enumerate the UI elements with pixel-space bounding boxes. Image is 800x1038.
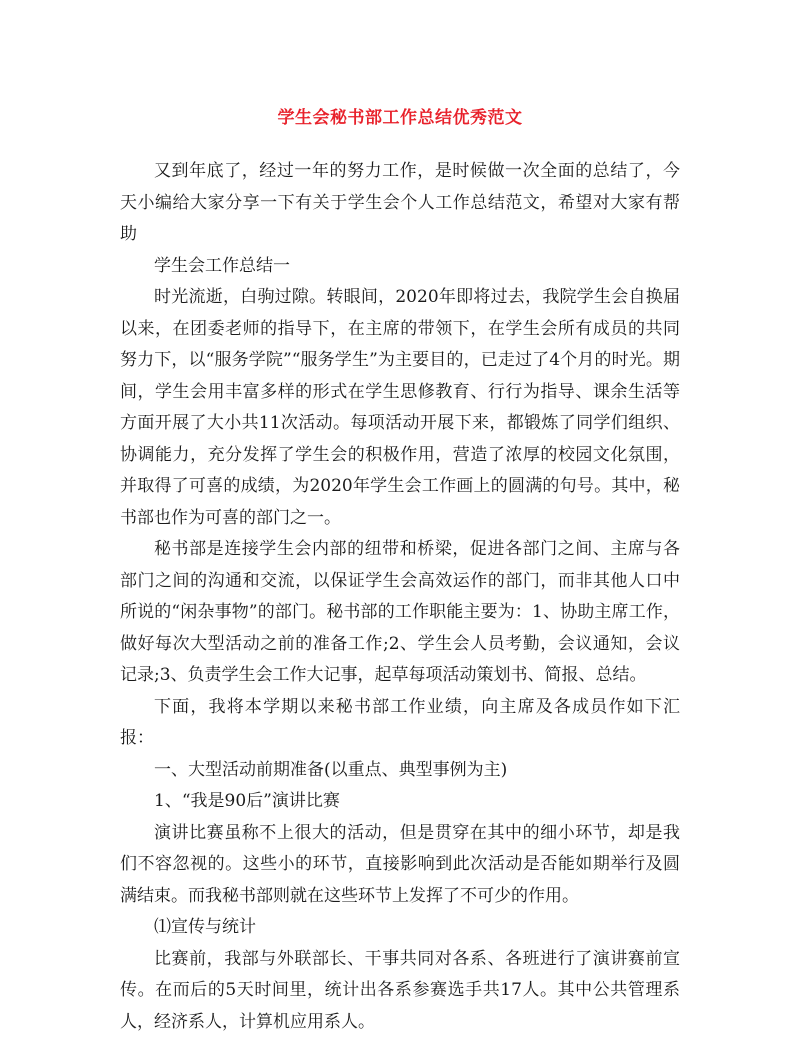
paragraph-overview: 时光流逝，白驹过隙。转眼间，2020年即将过去，我院学生会自换届以来，在团委老师的指导下，在主席的带领下，在学生会所有成员的共同努力下，以“服务学院”“服务学生”为主要目的，已走过了4个月的时光。期间，学生会用丰富多样的形式在学生思修教育、行行为指导、课余生活等方面开展了大小共11次活动。每项活动开展下来，都锻炼了同学们组织、协调能力，充分发挥了学生会的积极作用，营造了浓厚的校园文化氛围，并取得了可喜的成绩，为2020年学生会工作画上的圆满的句号。其中，秘书部也作为可喜的部门之一。	[120, 282, 680, 534]
heading-event-preparation: 一、大型活动前期准备(以重点、典型事例为主)	[120, 755, 680, 787]
document-title: 学生会秘书部工作总结优秀范文	[0, 103, 800, 128]
paragraph-report-intro: 下面，我将本学期以来秘书部工作业绩，向主席及各成员作如下汇报：	[120, 692, 680, 755]
heading-speech-contest: 1、“我是90后”演讲比赛	[120, 786, 680, 818]
paragraph-publicity-statistics: 比赛前，我部与外联部长、干事共同对各系、各班进行了演讲赛前宣传。在而后的5天时间里，统计出各系参赛选手共17人。其中公共管理系人，经济系人，计算机应用系人。	[120, 944, 680, 1038]
heading-publicity-statistics: ⑴宣传与统计	[120, 912, 680, 944]
document-body	[120, 156, 680, 1038]
section-heading-summary-one: 学生会工作总结一	[120, 251, 680, 283]
paragraph-secretariat-role: 秘书部是连接学生会内部的纽带和桥梁，促进各部门之间、主席与各部门之间的沟通和交流，以保证学生会高效运作的部门，而非其他人口中所说的“闲杂事物”的部门。秘书部的工作职能主要为：1、协助主席工作，做好每次大型活动之前的准备工作;2、学生会人员考勤，会议通知，会议记录;3、负责学生会工作大记事，起草每项活动策划书、简报、总结。	[120, 534, 680, 692]
paragraph-intro: 又到年底了，经过一年的努力工作，是时候做一次全面的总结了，今天小编给大家分享一下有关于学生会个人工作总结范文，希望对大家有帮助	[120, 156, 680, 251]
paragraph-speech-contest: 演讲比赛虽称不上很大的活动，但是贯穿在其中的细小环节，却是我们不容忽视的。这些小的环节，直接影响到此次活动是否能如期举行及圆满结束。而我秘书部则就在这些环节上发挥了不可少的作用。	[120, 818, 680, 913]
